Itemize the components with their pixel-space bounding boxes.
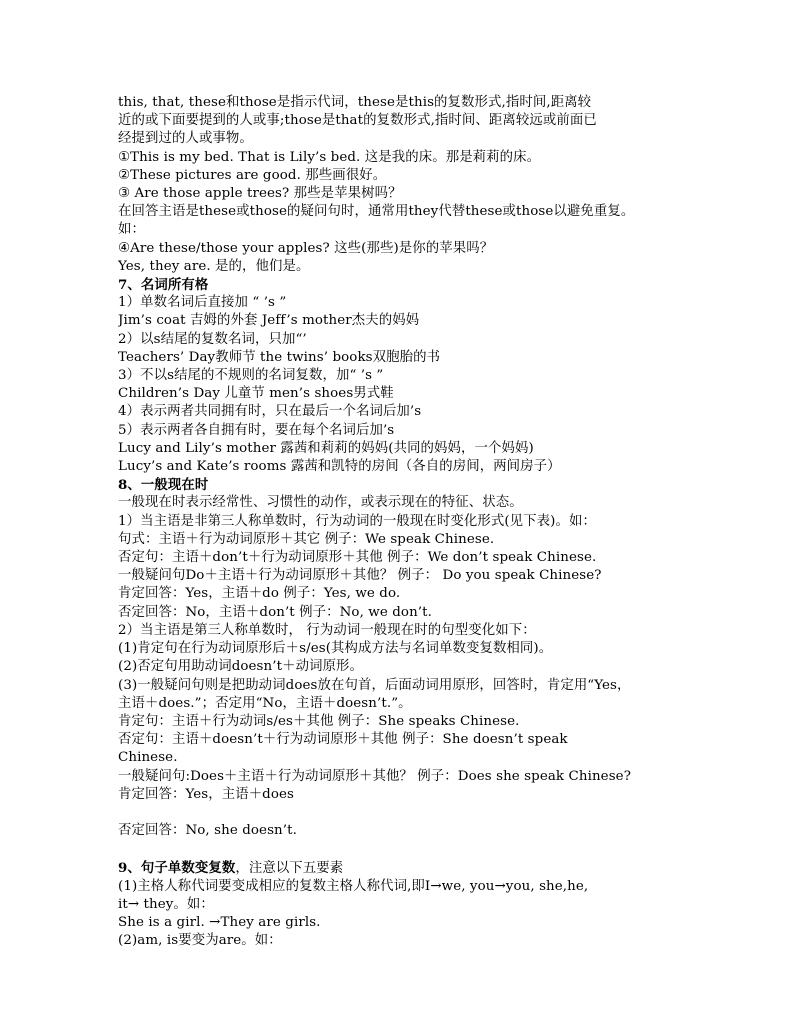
text-line: Lucy and Lily’s mother 露茜和莉莉的妈妈(共同的妈妈，一个妈妈) (118, 440, 534, 456)
text-line: 肯定句：主语＋行为动词s/es＋其他 例子：She speaks Chinese. (118, 713, 520, 729)
section-heading: 8、一般现在时 (118, 477, 209, 494)
text-line: Lucy’s and Kate’s rooms 露茜和凯特的房间（各自的房间，两间房子） (118, 459, 561, 475)
text-line: 否定句：主语＋doesn’t＋行为动词原形＋其他 例子：She doesn’t speak (118, 732, 568, 748)
text-line: 否定回答：No，主语＋don’t 例子：No, we don’t. (118, 604, 433, 620)
document-body (118, 94, 688, 951)
blank-line (118, 840, 688, 858)
text-line: 否定回答：No, she doesn’t. (118, 823, 297, 839)
section-heading (118, 859, 688, 878)
text-line: this, that, these和those是指示代词，these是this的复数形式,指时间,距离较 (118, 95, 592, 110)
text-line: Yes, they are. 是的，他们是。 (118, 258, 310, 274)
text-line: 5）表示两者各自拥有时，要在每个名词后加’s (118, 422, 395, 438)
text-line: 经提到过的人或事物。 (118, 131, 253, 147)
text-line: 句式：主语＋行为动词原形＋其它 例子：We speak Chinese. (118, 531, 495, 547)
section-heading: 7、名词所有格 (118, 277, 209, 294)
text-line: it→ they。如： (118, 896, 214, 912)
text-line: 1）单数名词后直接加 “ ’s ” (118, 295, 287, 311)
text-line: 一般现在时表示经常性、习惯性的动作，或表示现在的特征、状态。 (118, 495, 523, 511)
text-line: 主语＋does.”；否定用“No，主语＋doesn’t.”。 (118, 695, 412, 711)
text-line: 肯定回答：Yes，主语＋do 例子：Yes, we do. (118, 586, 401, 602)
section-heading-note: ，注意以下五要素 (235, 860, 344, 876)
text-line: Chinese. (118, 750, 178, 766)
text-line: Jim’s coat 吉姆的外套 Jeff’s mother杰夫的妈妈 (118, 313, 420, 329)
text-line: 2）当主语是第三人称单数时， 行为动词一般现在时的句型变化如下： (118, 622, 536, 638)
text-line: (3)一般疑问句则是把助动词does放在句首，后面动词用原形，回答时，肯定用“Yes， (118, 677, 631, 693)
text-line: (1)肯定句在行为动词原形后＋s/es(其构成方法与名词单数变复数相同)。 (118, 641, 553, 657)
text-line: (1)主格人称代词要变成相应的复数主格人称代词,即I→we, you→you, she,he, (118, 878, 589, 894)
text-line: ④Are these/those your apples? 这些(那些)是你的苹果吗？ (118, 240, 494, 256)
text-line: Teachers’ Day教师节 the twins’ books双胞胎的书 (118, 349, 441, 365)
text-line: 肯定回答：Yes，主语＋does (118, 786, 295, 802)
text-line: She is a girl. →They are girls. (118, 915, 321, 931)
text-line: (2)否定句用助动词doesn’t＋动词原形。 (118, 659, 364, 675)
text-line: ③ Are those apple trees? 那些是苹果树吗？ (118, 186, 402, 202)
text-line: ①This is my bed. That is Lily’s bed. 这是我的床。那是莉莉的床。 (118, 149, 541, 165)
text-line: (2)am, is要变为are。如： (118, 933, 282, 949)
text-line: 4）表示两者共同拥有时，只在最后一个名词后加’s (118, 404, 422, 420)
text-line: 近的或下面要提到的人或事;those是that的复数形式,指时间、距离较远或前面已 (118, 113, 597, 129)
text-line: 如： (118, 222, 145, 238)
text-line: Children’s Day 儿童节 men’s shoes男式鞋 (118, 386, 394, 402)
text-line: 一般疑问句Do＋主语＋行为动词原形＋其他？ 例子： Do you speak Chinese? (118, 568, 602, 584)
text-line: 在回答主语是these或those的疑问句时，通常用they代替these或those以避免重复。 (118, 204, 635, 220)
section-heading-title: 9、句子单数变复数 (118, 859, 236, 876)
text-line: 一般疑问句:Does＋主语＋行为动词原形＋其他？ 例子：Does she speak Chinese? (118, 768, 631, 784)
text-line: 否定句：主语＋don’t＋行为动词原形＋其他 例子：We don’t speak Chinese. (118, 550, 597, 566)
blank-line (118, 804, 688, 822)
text-line: 1）当主语是非第三人称单数时，行为动词的一般现在时变化形式(见下表)。如： (118, 513, 596, 529)
text-line: 3）不以s结尾的不规则的名词复数，加“ ’s ” (118, 368, 384, 384)
text-line: ②These pictures are good. 那些画很好。 (118, 167, 387, 183)
text-line: 2）以s结尾的复数名词，只加“’ (118, 331, 307, 347)
